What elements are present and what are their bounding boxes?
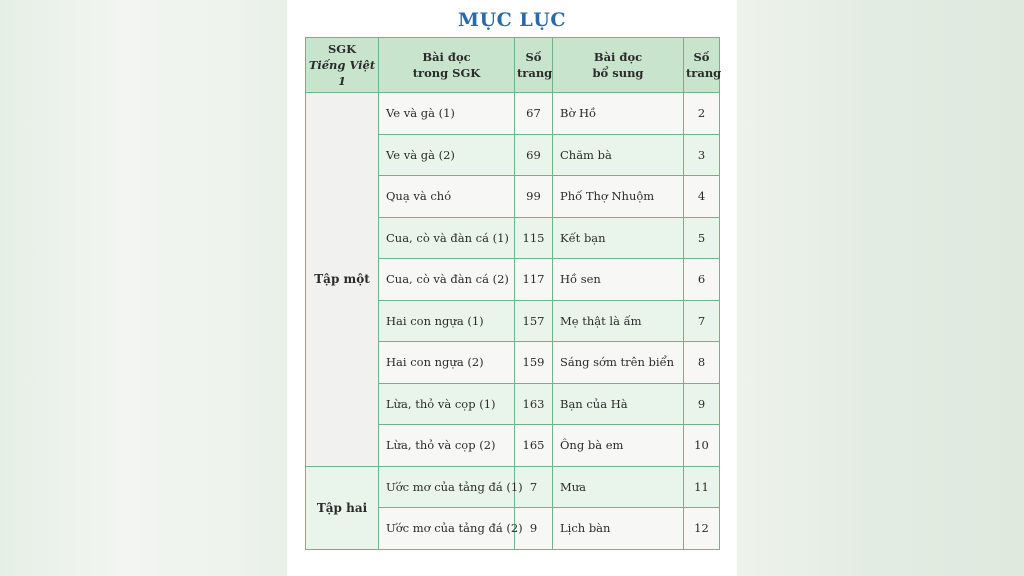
sgk-reading-title: Ước mơ của tảng đá (1) [379,466,515,508]
sgk-page-number: 115 [515,217,553,259]
table-row [306,93,720,135]
sgk-reading-title: Ước mơ của tảng đá (2) [379,508,515,550]
sgk-page-number: 157 [515,300,553,342]
extra-reading-title: Mưa [553,466,684,508]
extra-reading-title: Bờ Hồ [553,93,684,135]
sgk-page-number: 163 [515,383,553,425]
sgk-reading-title: Cua, cò và đàn cá (1) [379,217,515,259]
sgk-page-number: 159 [515,342,553,384]
sgk-page-number: 117 [515,259,553,301]
volume-label-1: Tập một [306,93,379,467]
sgk-page-number: 9 [515,508,553,550]
extra-page-number: 8 [684,342,720,384]
extra-page-number: 11 [684,466,720,508]
header-sgk-page [515,38,553,93]
extra-page-number: 5 [684,217,720,259]
sgk-page-number: 165 [515,425,553,467]
extra-page-number: 7 [684,300,720,342]
header-sgk-reading-line2: trong SGK [412,66,481,80]
sgk-reading-title: Hai con ngựa (2) [379,342,515,384]
extra-reading-title: Hồ sen [553,259,684,301]
header-extra-page-line1: Số [693,50,710,64]
extra-reading-title: Phố Thợ Nhuộm [553,176,684,218]
sgk-reading-title: Ve và gà (1) [379,93,515,135]
header-sgk-reading [379,38,515,93]
extra-page-number: 3 [684,134,720,176]
volume-label-2: Tập hai [306,466,379,549]
header-sgk-page-line2: trang [517,66,553,80]
extra-page-number: 2 [684,93,720,135]
sgk-page-number: 67 [515,93,553,135]
sgk-reading-title: Hai con ngựa (1) [379,300,515,342]
extra-page-number: 9 [684,383,720,425]
extra-page-number: 10 [684,425,720,467]
header-extra-reading-line1: Bài đọc [593,50,643,64]
extra-page-number: 6 [684,259,720,301]
sgk-reading-title: Quạ và chó [379,176,515,218]
sgk-page-number: 7 [515,466,553,508]
table-row [306,466,720,508]
sgk-reading-title: Lừa, thỏ và cọp (2) [379,425,515,467]
extra-page-number: 12 [684,508,720,550]
header-extra-reading [553,38,684,93]
extra-reading-title: Kết bạn [553,217,684,259]
sgk-page-number: 99 [515,176,553,218]
header-sgk-reading-line1: Bài đọc [422,50,471,64]
header-sgk [306,38,379,93]
page-title: MỤC LỤC [458,9,566,31]
extra-page-number: 4 [684,176,720,218]
extra-reading-title: Lịch bàn [553,508,684,550]
header-row [306,38,720,93]
sgk-reading-title: Ve và gà (2) [379,134,515,176]
sgk-reading-title: Cua, cò và đàn cá (2) [379,259,515,301]
header-extra-page [684,38,720,93]
header-extra-page-line2: trang [686,66,722,80]
extra-reading-title: Ông bà em [553,425,684,467]
extra-reading-title: Chăm bà [553,134,684,176]
book-page [288,0,736,576]
header-sgk-line2: Tiếng Việt 1 [308,58,376,88]
extra-reading-title: Mẹ thật là ấm [553,300,684,342]
header-extra-reading-line2: bổ sung [592,66,644,80]
table-of-contents [305,37,720,550]
header-sgk-page-line1: Số [525,50,542,64]
header-sgk-line1: SGK [327,42,357,56]
sgk-page-number: 69 [515,134,553,176]
sgk-reading-title: Lừa, thỏ và cọp (1) [379,383,515,425]
extra-reading-title: Bạn của Hà [553,383,684,425]
extra-reading-title: Sáng sớm trên biển [553,342,684,384]
